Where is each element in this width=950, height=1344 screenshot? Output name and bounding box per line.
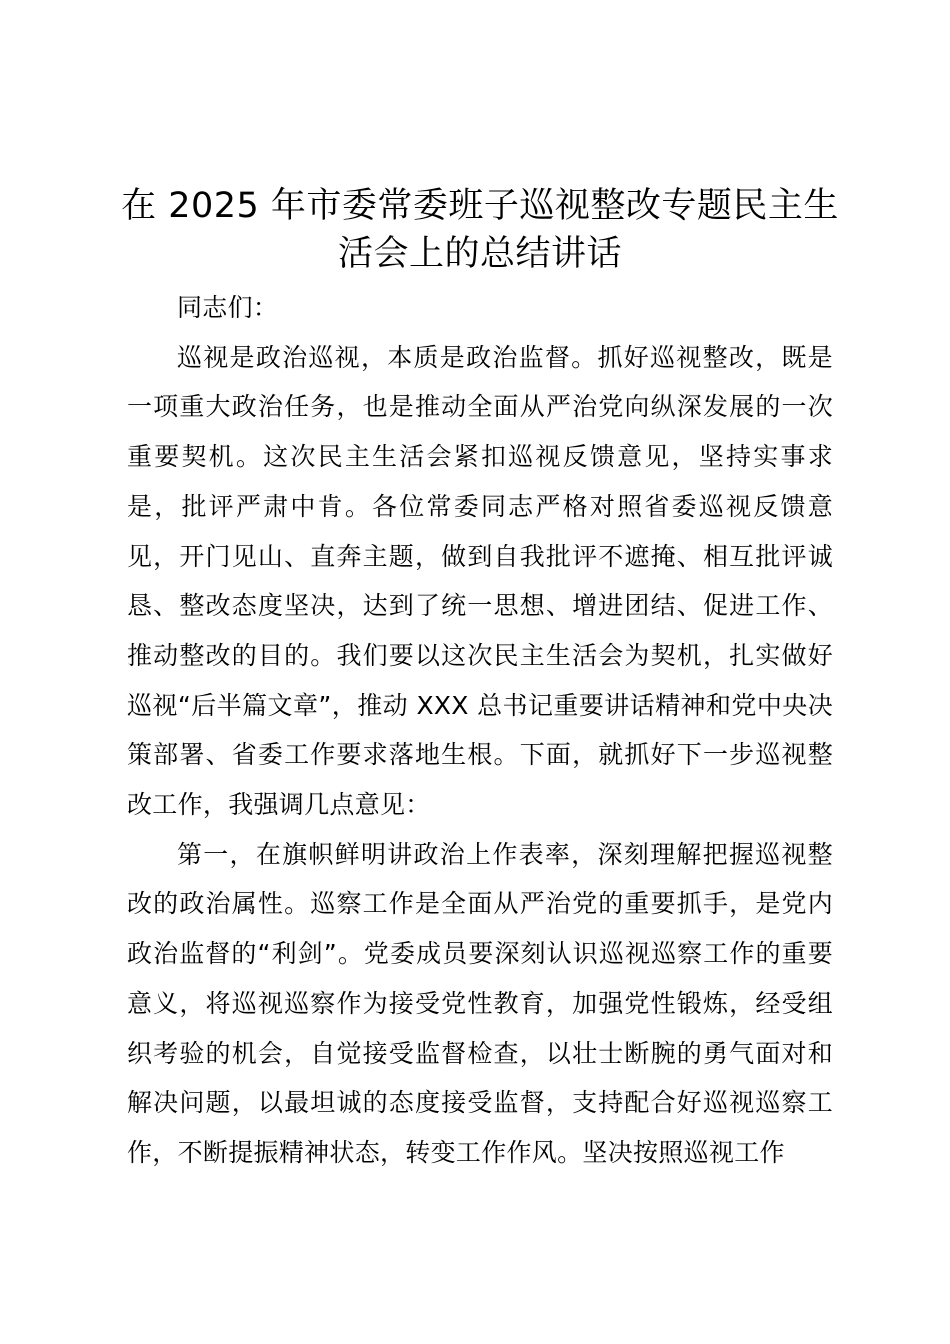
title-line-1: 在 2025 年市委常委班子巡视整改专题民主生: [121, 186, 839, 226]
document-title: [120, 182, 840, 278]
salutation: 同志们：: [177, 293, 279, 322]
document-body: [127, 283, 833, 1178]
paragraph-1: 巡视是政治巡视，本质是政治监督。抓好巡视整改，既是一项重大政治任务，也是推动全面从严治党向纵深发展的一次重要契机。这次民主生活会紧扣巡视反馈意见，坚持实事求是，批评严肃中肯。各位常委同志严格对照省委巡视反馈意见，开门见山、直奔主题，做到自我批评不遮掩、相互批评诚恳、整改态度坚决，达到了统一思想、增进团结、促进工作、推动整改的目的。我们要以这次民主生活会为契机，扎实做好巡视“后半篇文章”，推动 XXX 总书记重要讲话精神和党中央决策部署、省委工作要求落地生根。下面，就抓好下一步巡视整改工作，我强调几点意见：: [127, 342, 833, 820]
paragraph-2: 第一，在旗帜鲜明讲政治上作表率，深刻理解把握巡视整改的政治属性。巡察工作是全面从严治党的重要抓手，是党内政治监督的“利剑”。党委成员要深刻认识巡视巡察工作的重要意义，将巡视巡察作为接受党性教育，加强党性锻炼，经受组织考验的机会，自觉接受监督检查，以壮士断腕的勇气面对和解决问题，以最坦诚的态度接受监督，支持配合好巡视巡察工作，不断提振精神状态，转变工作作风。坚决按照巡视工作: [127, 839, 833, 1167]
title-line-2: 活会上的总结讲话: [337, 234, 622, 274]
